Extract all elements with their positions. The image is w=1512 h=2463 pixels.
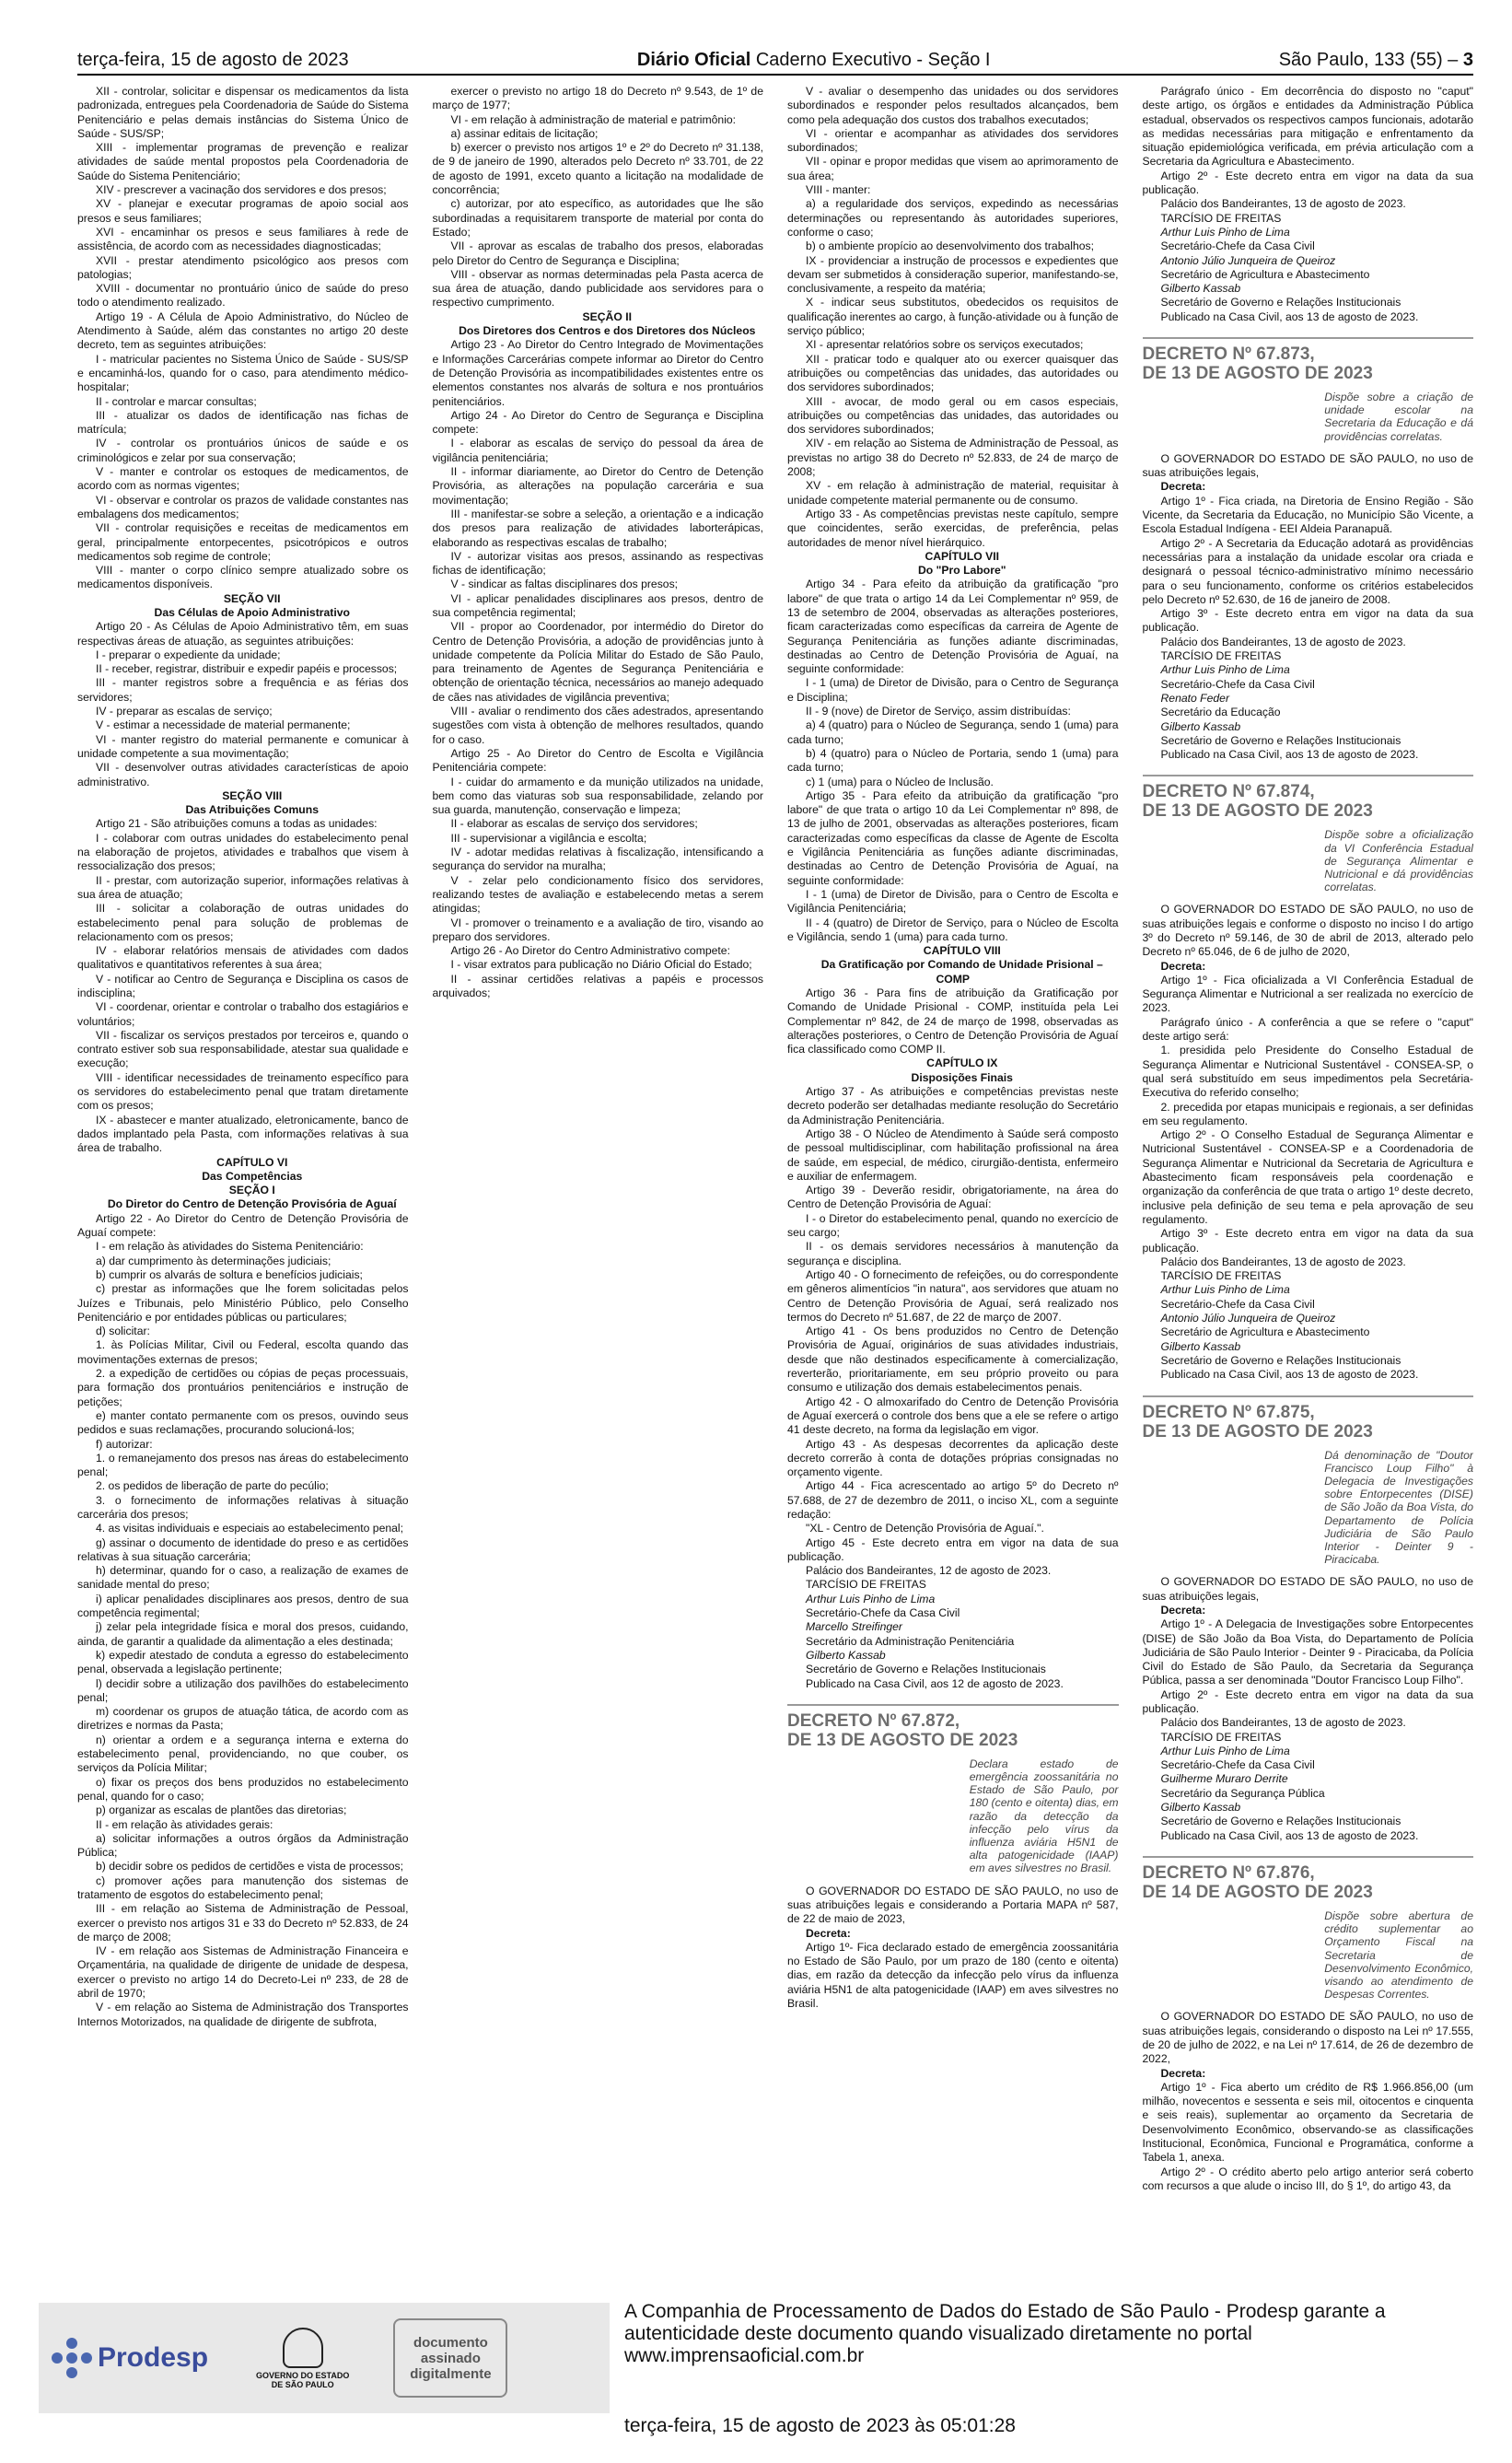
paragraph: f) autorizar: (96, 1437, 153, 1451)
signature-line: Guilherme Muraro Derrite (1160, 1772, 1288, 1786)
paragraph: II - assinar certidões relativas a papéis e processos arquivados; (432, 972, 763, 999)
paragraph: VII - propor ao Coordenador, por intermédio do Diretor do Centro de Detenção Provisória, a adoção de providências junto à unidade competente da Polícia Militar do Estado de São Paulo, para treinamento de Agentes de Segurança Penitenciária e obtenção de orientação técnica, necessários ao manejo adequado de cães nas atividades de vigilância preventiva; (432, 620, 763, 704)
government-label: GOVERNO DO ESTADO DE SÃO PAULO (256, 2370, 350, 2389)
signature-line: Arthur Luis Pinho de Lima (1160, 663, 1290, 677)
paragraph: II - 4 (quatro) de Diretor de Serviço, para o Núcleo de Escolta e Vigilância, sendo 1 (uma) para cada turno. (787, 916, 1119, 943)
decree-paragraph: Artigo 1º - Fica aberto um crédito de R$ 1.966.856,00 (um milhão, novecentos e sessenta e seis mil, oitocentos e cinquenta e seis reais), suplementar ao orçamento da Secretaria de Desenvolvimento Econômico, observando-se as classificações Institucional, Econômica, Funcional e Programática, conforme a Tabela 1, anexa. (1142, 2080, 1473, 2165)
government-logo (256, 2328, 349, 2389)
paragraph: Artigo 45 - Este decreto entra em vigor na data de sua publicação. (787, 1535, 1119, 1563)
paragraph: X - indicar seus substitutos, obedecidos os requisitos de qualificação inerentes ao cargo, à função-atividade ou à função de serviço público; (787, 296, 1119, 338)
paragraph: VI - observar e controlar os prazos de validade constantes nas embalagens dos medicamentos; (77, 493, 409, 520)
paragraph: IV - controlar os prontuários únicos de saúde e os criminológicos e zelar por sua conservação; (77, 437, 409, 464)
paragraph: Artigo 23 - Ao Diretor do Centro Integrado de Movimentações e Informações Carcerárias compete informar ao Diretor do Centro de Detenção Provisória as incompatibilidades existentes entre os elementos constantes nos alvarás de soltura e nos prontuários penitenciários. (432, 338, 763, 408)
signature-line: Secretário de Agricultura e Abastecimento (1160, 1325, 1370, 1339)
paragraph: p) organizar as escalas de plantões das diretorias; (96, 1803, 347, 1817)
paragraph: XV - planejar e executar programas de apoio social aos presos e seus familiares; (77, 197, 409, 225)
signature-line: Palácio dos Bandeirantes, 13 de agosto de 2023. (1160, 197, 1406, 211)
paragraph: c) 1 (uma) para o Núcleo de Inclusão. (806, 775, 994, 788)
signature-line: Secretário-Chefe da Casa Civil (1160, 677, 1315, 691)
signature-line: Gilberto Kassab (806, 1648, 886, 1662)
decree-title: DECRETO Nº 67.876, DE 14 DE AGOSTO DE 2023 (1143, 1856, 1474, 1902)
decree-paragraph: Artigo 1º - Fica oficializada a VI Conferência Estadual de Segurança Alimentar e Nutricional a ser realizada no exercício de 2023. (1142, 973, 1473, 1015)
paragraph: Artigo 19 - A Célula de Apoio Administrativo, do Núcleo de Atendimento à Saúde, além das constantes no artigo 20 deste decreto, tem as seguintes atribuições: (77, 309, 409, 352)
paragraph: 4. as visitas individuais e especiais ao estabelecimento penal; (96, 1522, 403, 1535)
section-heading: SEÇÃO VIII (222, 788, 283, 802)
decree-paragraph: 2. precedida por etapas municipais e regionais, a ser definidas em seu regulamento. (1142, 1100, 1473, 1127)
section-heading: Do Diretor do Centro de Detenção Provisória de Aguaí (107, 1197, 397, 1211)
section-heading: Dos Diretores dos Centros e dos Diretores dos Núcleos (459, 324, 756, 338)
decree-paragraph: O GOVERNADOR DO ESTADO DE SÃO PAULO, no uso de suas atribuições legais e considerando a Portaria MAPA nº 587, de 22 de maio de 2023, (787, 1884, 1119, 1926)
signature-line: Antonio Júlio Junqueira de Queiroz (1160, 1312, 1336, 1325)
paragraph: IX - providenciar a instrução de processos e expedientes que devam ser submetidos à consideração superior, manifestando-se, conclusivamente, a respeito da matéria; (787, 253, 1119, 296)
decree-paragraph: Artigo 1º- Fica declarado estado de emergência zoossanitária no Estado de São Paulo, por um prazo de 180 (cento e oitenta) dias, em razão da detecção da infecção pelo vírus da influenza aviária H5N1 de alta patogenicidade (IAAP) em aves silvestres no Brasil. (787, 1940, 1119, 2011)
authenticity-notice: A Companhia de Processamento de Dados do Estado de São Paulo - Prodesp garante a autenticidade deste documento quando visualizado diretamente no portal www.imprensaoficial.com.br (624, 2301, 1386, 2366)
paragraph: a) solicitar informações a outros órgãos da Administração Pública; (77, 1831, 409, 1860)
decree-paragraph: Artigo 3º - Este decreto entra em vigor na data da sua publicação. (1142, 1227, 1473, 1255)
paragraph: V - manter e controlar os estoques de medicamentos, de acordo com as normas vigentes; (77, 465, 409, 493)
paragraph: d) solicitar: (96, 1325, 150, 1338)
signature-line: Antonio Júlio Junqueira de Queiroz (1160, 253, 1336, 267)
section-heading: Do "Pro Labore" (917, 564, 1006, 578)
signature-line: Publicado na Casa Civil, aos 13 de agosto de 2023. (1160, 309, 1419, 323)
paragraph: Artigo 41 - Os bens produzidos no Centro de Detenção Provisória de Aguaí, originários de suas atividades industriais, desde que não destinados especificamente à comercialização, reverterão, prioritariamente, em seu próprio proveito ou para consumo e utilização dos demais estabelecimentos penais. (787, 1325, 1119, 1395)
paragraph: I - em relação às atividades do Sistema Penitenciário: (96, 1240, 364, 1254)
paragraph: Artigo 34 - Para efeito da atribuição da gratificação "pro labore" de que trata o artigo 14 da Lei Complementar nº 959, de 13 de setembro de 2004, observadas as alterações posteriores, ficam caracterizadas como específicas da carreira de Agente de Segurança Penitenciária as funções adiante discriminadas, destinadas ao Centro de Detenção Provisória de Aguaí, na seguinte conformidade: (787, 578, 1119, 676)
decree-title: DECRETO Nº 67.874, DE 13 DE AGOSTO DE 2023 (1143, 775, 1474, 821)
signature-line: Gilberto Kassab (1160, 1801, 1241, 1815)
decree-paragraph: Artigo 1º - Fica criada, na Diretoria de Ensino Região - São Vicente, da Secretaria da Educação, no Município São Vicente, a Escola Estadual Indígena - EEI Aldeia Paranapuã. (1142, 494, 1473, 536)
signature-line: Palácio dos Bandeirantes, 13 de agosto de 2023. (1160, 1255, 1406, 1268)
paragraph: II - os demais servidores necessários à manutenção da segurança e disciplina. (787, 1240, 1119, 1267)
column-2 (433, 85, 764, 2277)
paragraph: VI - promover o treinamento e a avaliação de tiro, visando ao preparo dos servidores. (432, 916, 763, 943)
decree-paragraph: Artigo 2º - O Conselho Estadual de Segurança Alimentar e Nutricional Sustentável - CONSEA-SP e a Coordenadoria de Segurança Alimentar e Nutricional da Secretaria de Agricultura e Abastecimento ficam responsáveis pela coordenação e organização da conferência de que trata o artigo 1º deste decreto, inclusive pela definição de seu tema e pela aprovação de seu regulamento. (1142, 1128, 1473, 1226)
signature-line: Publicado na Casa Civil, aos 13 de agosto de 2023. (1160, 1828, 1419, 1842)
signature-line: Marcello Streifinger (806, 1620, 902, 1634)
signature-line: Secretário de Governo e Relações Institucionais (1160, 296, 1402, 309)
digital-signature-badge: documento assinado digitalmente (393, 2318, 507, 2398)
paragraph: I - 1 (uma) de Diretor de Divisão, para o Centro de Segurança e Disciplina; (787, 676, 1119, 704)
paragraph: i) aplicar penalidades disciplinares aos presos, dentro de sua competência regimental; (77, 1592, 409, 1620)
paragraph: Artigo 20 - As Células de Apoio Administrativo têm, em suas respectivas áreas de atuação, as seguintes atribuições: (77, 620, 409, 648)
paragraph: Artigo 39 - Deverão residir, obrigatoriamente, na área do Centro de Detenção Provisória de Aguaí: (787, 1184, 1119, 1211)
paragraph: Artigo 33 - As competências previstas neste capítulo, sempre que coincidentes, serão exercidas, de preferência, pelas autoridades de menor nível hierárquico. (787, 507, 1119, 549)
paragraph: II - elaborar as escalas de serviço dos servidores; (450, 817, 698, 831)
section-heading: Da Gratificação por Comando de Unidade Prisional – COMP (820, 958, 1103, 986)
paragraph: I - cuidar do armamento e da munição utilizados na unidade, bem como das viaturas sob sua responsabilidade, zelando por sua guarda, manutenção, conservação e limpeza; (432, 775, 763, 817)
decree-paragraph: Decreta: (1160, 959, 1206, 973)
column-4 (1143, 85, 1474, 2277)
paragraph: V - estimar a necessidade de material permanente; (96, 718, 351, 732)
signature-line: Secretário de Agricultura e Abastecimento (1160, 267, 1370, 281)
paragraph: XVI - encaminhar os presos e seus familiares à rede de assistência, de acordo com as necessidades diagnosticadas; (77, 225, 409, 253)
section-heading: CAPÍTULO VI (216, 1155, 288, 1169)
paragraph: 3. o fornecimento de informações relativas à situação carcerária dos presos; (77, 1493, 409, 1521)
header-title (637, 50, 991, 71)
paragraph: VIII - avaliar o rendimento dos cães adestrados, apresentando sugestões com vista à obtenção de melhores resultados, quando for o caso. (432, 705, 763, 746)
decree-paragraph: 1. presidida pelo Presidente do Conselho Estadual de Segurança Alimentar e Nutricional Sustentável - CONSEA-SP, o qual será substituído em seus impedimentos pela Secretária-Executiva do referido conselho; (1142, 1044, 1473, 1100)
paragraph: XIII - implementar programas de prevenção e realizar atividades de saúde mental propostos pela Coordenadoria de Saúde do Sistema Penitenciário; (77, 141, 409, 182)
paragraph: 1. o remanejamento dos presos nas áreas do estabelecimento penal; (77, 1451, 409, 1479)
paragraph: c) promover ações para manutenção dos sistemas de tratamento de esgotos do estabelecimento penal; (77, 1874, 409, 1901)
column-1 (77, 85, 409, 2277)
paragraph: j) zelar pela integridade física e moral dos presos, cuidando, ainda, de garantir a qualidade da alimentação a eles destinada; (77, 1620, 409, 1648)
paragraph: Artigo 42 - O almoxarifado do Centro de Detenção Provisória de Aguaí exercerá o controle dos bens que a ele se refere o artigo 41 deste decreto, na forma da legislação em vigor. (787, 1395, 1119, 1437)
paragraph: Artigo 43 - As despesas decorrentes da aplicação deste decreto correrão à conta de dotações próprias consignadas no orçamento vigente. (787, 1437, 1119, 1479)
signature-line: TARCÍSIO DE FREITAS (1160, 649, 1282, 663)
signature-line: Secretário da Educação (1160, 706, 1281, 719)
paragraph: VII - fiscalizar os serviços prestados por terceiros e, quando o contrato estiver sob sua responsabilidade, atestar sua qualidade e execução; (77, 1028, 409, 1070)
paragraph: I - preparar o expediente da unidade; (96, 648, 281, 661)
paragraph: V - em relação ao Sistema de Administração dos Transportes Internos Motorizados, na qualidade de dirigente de subfrota, (77, 2001, 409, 2028)
paragraph: III - supervisionar a vigilância e escolta; (450, 831, 647, 845)
paragraph: VI - coordenar, orientar e controlar o trabalho dos estagiários e voluntários; (77, 1000, 409, 1028)
paragraph: a) assinar editais de licitação; (450, 126, 599, 140)
paragraph: VIII - manter: (806, 183, 871, 197)
header-location (1279, 50, 1473, 71)
paragraph: g) assinar o documento de identidade do preso e as certidões relativas à sua situação carcerária; (77, 1535, 409, 1563)
paragraph: k) expedir atestado de conduta a egresso do estabelecimento penal, observada a legislação pertinente; (77, 1648, 409, 1676)
paragraph: exercer o previsto no artigo 18 do Decreto nº 9.543, de 1º de março de 1977; (432, 85, 763, 112)
header-subtitle: Caderno Executivo - Seção I (755, 49, 991, 70)
signature-line: Secretário da Administração Penitenciária (806, 1634, 1015, 1648)
paragraph: a) dar cumprimento às determinações judiciais; (96, 1254, 331, 1267)
paragraph: XI - apresentar relatórios sobre os serviços executados; (806, 338, 1084, 352)
signature-line: Secretário-Chefe da Casa Civil (1160, 1758, 1315, 1772)
signature-line: Publicado na Casa Civil, aos 13 de agosto de 2023. (1160, 1368, 1419, 1382)
paragraph: I - visar extratos para publicação no Diário Oficial do Estado; (450, 958, 752, 972)
paragraph: Artigo 36 - Para fins de atribuição da Gratificação por Comando de Unidade Prisional - COMP, instituída pela Lei Complementar nº 842, de 24 de março de 1998, observadas as alterações posteriores, o Centro de Detenção Provisória de Aguaí fica classificado como COMP II. (787, 986, 1119, 1056)
page-header (77, 46, 1473, 76)
paragraph: IX - abastecer e manter atualizado, eletronicamente, banco de dados implantado pela Pasta, com informações relativas à sua área de trabalho. (77, 1113, 409, 1155)
paragraph: Artigo 37 - As atribuições e competências previstas neste decreto poderão ser detalhadas mediante resolução do Secretário da Administração Penitenciária. (787, 1085, 1119, 1126)
paragraph: I - o Diretor do estabelecimento penal, quando no exercício de seu cargo; (787, 1211, 1119, 1240)
paragraph: Artigo 21 - São atribuições comuns a todas as unidades: (96, 817, 378, 831)
signature-line: Palácio dos Bandeirantes, 13 de agosto de 2023. (1160, 635, 1406, 648)
paragraph: 2. os pedidos de liberação de parte do pecúlio; (96, 1479, 329, 1493)
paragraph: VII - desenvolver outras atividades características de apoio administrativo. (77, 761, 409, 788)
paragraph: II - prestar, com autorização superior, informações relativas à sua área de atuação; (77, 873, 409, 901)
section-heading: CAPÍTULO IX (926, 1056, 998, 1070)
decree-summary: Dá denominação de "Doutor Francisco Loup Filho" à Delegacia de Investigações sobre Entorpecentes (DISE) de São João da Boa Vista, do Departamento de Polícia Judiciária de São Paulo Interior - Deinter 9 - Piracicaba. (1324, 1448, 1473, 1567)
paragraph: XIII - avocar, de modo geral ou em casos especiais, atribuições ou competências das unidades, das autoridades ou dos servidores subordinados; (787, 394, 1119, 437)
signature-line: Arthur Luis Pinho de Lima (1160, 1283, 1290, 1297)
signature-line: Palácio dos Bandeirantes, 13 de agosto de 2023. (1160, 1716, 1406, 1730)
paragraph: Artigo 38 - O Núcleo de Atendimento à Saúde será composto de pessoal multidisciplinar, com habilitação profissional na área de saúde, em especial, de médico, cirurgião-dentista, enfermeiro e auxiliar de enfermagem. (787, 1126, 1119, 1183)
paragraph: Artigo 44 - Fica acrescentado ao artigo 5º do Decreto nº 57.688, de 27 de dezembro de 2011, o inciso XL, com a seguinte redação: (787, 1479, 1119, 1521)
paragraph: XVII - prestar atendimento psicológico aos presos com patologias; (77, 253, 409, 281)
signature-line: Publicado na Casa Civil, aos 13 de agosto de 2023. (1160, 748, 1419, 762)
paragraph: XIV - em relação ao Sistema de Administração de Pessoal, as previstas no artigo 38 do Decreto nº 52.833, de 24 de março de 2008; (787, 437, 1119, 479)
page-footer (39, 2294, 1473, 2459)
paragraph: II - em relação às atividades gerais: (96, 1817, 273, 1831)
signature-line: Secretário-Chefe da Casa Civil (1160, 239, 1315, 253)
section-heading: SEÇÃO VII (223, 591, 281, 605)
paragraph: VIII - observar as normas determinadas pela Pasta acerca de sua área de atuação, dando publicidade aos servidores para o respectivo cumprimento. (432, 267, 763, 309)
paragraph: IV - em relação aos Sistemas de Administração Financeira e Orçamentária, na qualidade de dirigente de unidade de despesa, exercer o previsto no artigo 14 do Decreto-Lei nº 233, de 28 de abril de 1970; (77, 1944, 409, 2001)
paragraph: VII - controlar requisições e receitas de medicamentos em geral, principalmente entorpecentes, psicotrópicos e outros medicamentos sob regime de controle; (77, 521, 409, 563)
paragraph: c) prestar as informações que lhe forem solicitadas pelos Juízes e Tribunais, pelo Ministério Público, pelo Conselho Penitenciário e por entidades públicas ou particulares; (77, 1282, 409, 1324)
paragraph: VII - opinar e propor medidas que visem ao aprimoramento de sua área; (787, 155, 1119, 182)
paragraph: "XL - Centro de Detenção Provisória de Aguaí.". (806, 1522, 1044, 1535)
paragraph: Artigo 24 - Ao Diretor do Centro de Segurança e Disciplina compete: (432, 408, 763, 437)
decree-paragraph: Artigo 2º - A Secretaria da Educação adotará as providências necessárias para a instalação da unidade escolar ora criada e designará o pessoal técnico-administrativo mínimo necessário para o seu funcionamento, conforme os critérios estabelecidos pelo Decreto nº 52.630, de 16 de janeiro de 2008. (1142, 536, 1473, 606)
decree-summary: Dispõe sobre abertura de crédito suplementar ao Orçamento Fiscal na Secretaria de Desenvolvimento Econômico, visando ao atendimento de Despesas Correntes. (1324, 1909, 1473, 2002)
paragraph: a) a regularidade dos serviços, expedindo as necessárias determinações ou representando às autoridades superiores, conforme o caso; (787, 197, 1119, 239)
prodesp-logo-icon (52, 2338, 92, 2378)
paragraph: Artigo 35 - Para efeito da atribuição da gratificação "pro labore" de que trata o artigo 10 da Lei Complementar nº 898, de 13 de julho de 2001, observadas as alterações posteriores, ficam caracterizadas como específicas da classe de Agente de Escolta e Vigilância Penitenciária as funções adiante discriminadas, destinadas ao Centro de Detenção Provisória de Aguaí, na seguinte conformidade: (787, 788, 1119, 887)
paragraph: I - matricular pacientes no Sistema Único de Saúde - SUS/SP e encaminhá-los, quando for o caso, para atendimento médico-hospitalar; (77, 352, 409, 394)
column-3 (787, 85, 1119, 2277)
decree-paragraph: O GOVERNADOR DO ESTADO DE SÃO PAULO, no uso de suas atribuições legais e conforme o disposto no inciso I do artigo 3º do Decreto nº 59.146, de 30 de abril de 2013, alterado pelo Decreto nº 65.046, de 6 de julho de 2020, (1142, 903, 1473, 959)
decree-paragraph: Decreta: (1160, 1603, 1206, 1617)
decree-paragraph: Decreta: (1160, 480, 1206, 494)
signature-line: TARCÍSIO DE FREITAS (1160, 211, 1282, 225)
paragraph: IV - autorizar visitas aos presos, assinando as respectivas fichas de identificação; (432, 549, 763, 578)
paragraph: o) fixar os preços dos bens produzidos no estabelecimento penal, quando for o caso; (77, 1775, 409, 1803)
signature-line: Secretário de Governo e Relações Institucionais (806, 1663, 1046, 1676)
paragraph: XII - praticar todo e qualquer ato ou exercer quaisquer das atribuições ou competências das unidades, das autoridades ou dos servidores subordinados; (787, 352, 1119, 394)
paragraph: VI - aplicar penalidades disciplinares aos presos, dentro de sua competência regimental; (432, 591, 763, 619)
signature-line: Secretário-Chefe da Casa Civil (806, 1606, 960, 1620)
paragraph: III - atualizar os dados de identificação nas fichas de matrícula; (77, 408, 409, 437)
paragraph: IV - preparar as escalas de serviço; (96, 705, 273, 718)
decree-summary: Declara estado de emergência zoossanitária no Estado de São Paulo, por 180 (cento e oitenta) dias, em razão da detecção da infecção pelo vírus da influenza aviária H5N1 de alta patogenicidade (IAAP) em aves silvestres no Brasil. (969, 1757, 1119, 1875)
paragraph: XII - controlar, solicitar e dispensar os medicamentos da lista padronizada, entregues pela Coordenadoria de Saúde do Sistema Penitenciário e pelas demais instâncias do Sistema Único de Saúde - SUS/SP; (77, 85, 409, 140)
paragraph: VI - manter registro do material permanente e comunicar à unidade competente a sua movimentação; (77, 732, 409, 760)
header-issue: São Paulo, 133 (55) – (1278, 49, 1459, 70)
decree-paragraph: Artigo 3º - Este decreto entra em vigor na data da sua publicação. (1142, 607, 1473, 635)
decree-paragraph: Artigo 1º - A Delegacia de Investigações sobre Entorpecentes (DISE) de São João da Boa Vista, do Departamento de Polícia Judiciária de São Paulo Interior - Deinter 9 - Piracicaba, da Polícia Civil do Estado de São Paulo, da Secretaria da Segurança Pública, passa a ser denominada "Doutor Francisco Loup Filho". (1142, 1617, 1473, 1687)
paragraph: l) decidir sobre a utilização dos pavilhões do estabelecimento penal; (77, 1676, 409, 1704)
paragraph: VI - em relação à administração de material e patrimônio: (450, 112, 737, 126)
signature-line: TARCÍSIO DE FREITAS (806, 1578, 926, 1592)
section-heading: Das Células de Apoio Administrativo (154, 605, 350, 619)
paragraph: II - informar diariamente, ao Diretor do Centro de Detenção Provisória, as alterações na população carcerária e sua movimentação; (432, 465, 763, 507)
prodesp-logo-text: Prodesp (98, 2342, 209, 2373)
state-seal-icon (283, 2328, 323, 2368)
signature-line: TARCÍSIO DE FREITAS (1160, 1730, 1282, 1744)
paragraph: III - manter registros sobre a frequência e as férias dos servidores; (77, 676, 409, 704)
section-heading: Das Competências (202, 1169, 303, 1183)
paragraph: XV - em relação à administração de material, requisitar à unidade competente material permanente ou de consumo. (787, 479, 1119, 507)
section-heading: CAPÍTULO VII (925, 549, 1000, 563)
signature-line: TARCÍSIO DE FREITAS (1160, 1269, 1282, 1283)
paragraph: b) cumprir os alvarás de soltura e benefícios judiciais; (96, 1267, 363, 1281)
decree-paragraph: O GOVERNADOR DO ESTADO DE SÃO PAULO, no uso de suas atribuições legais, (1142, 1575, 1473, 1603)
paragraph: II - 9 (nove) de Diretor de Serviço, assim distribuídas: (806, 705, 1071, 718)
paragraph: 1. às Polícias Militar, Civil ou Federal, escolta quando das movimentações externas de presos; (77, 1338, 409, 1366)
header-date: terça-feira, 15 de agosto de 2023 (77, 49, 349, 70)
signature-line: Gilberto Kassab (1160, 719, 1241, 733)
decree-paragraph: O GOVERNADOR DO ESTADO DE SÃO PAULO, no uso de suas atribuições legais, considerando o disposto na Lei nº 17.555, de 20 de julho de 2022, e na Lei nº 17.614, de 26 de dezembro de 2022, (1142, 2010, 1473, 2066)
decree-title: DECRETO Nº 67.872, DE 13 DE AGOSTO DE 2023 (787, 1704, 1119, 1750)
paragraph: VII - aprovar as escalas de trabalho dos presos, elaboradas pelo Diretor do Centro de Segurança e Disciplina; (432, 239, 763, 267)
paragraph: e) manter contato permanente com os presos, ouvindo seus pedidos e suas reclamações, procurando solucioná-los; (77, 1408, 409, 1437)
signature-line: Renato Feder (1160, 691, 1230, 705)
paragraph: b) exercer o previsto nos artigos 1º e 2º do Decreto nº 31.138, de 9 de janeiro de 1990, alterados pelo Decreto nº 33.701, de 22 de agosto de 1991, exceto quanto a licitação na modalidade de concorrência; (432, 141, 763, 197)
decree-summary: Dispõe sobre a oficialização da VI Conferência Estadual de Segurança Alimentar e Nutricional e dá providências correlatas. (1324, 828, 1473, 894)
paragraph: IV - adotar medidas relativas à fiscalização, intensificando a segurança do servidor na muralha; (432, 846, 763, 873)
signature-line: Arthur Luis Pinho de Lima (1160, 1744, 1290, 1757)
decree-title: DECRETO Nº 67.873, DE 13 DE AGOSTO DE 2023 (1143, 337, 1474, 383)
decree-paragraph: Decreta: (1160, 2066, 1206, 2080)
section-heading: Das Atribuições Comuns (185, 803, 319, 817)
paragraph: m) coordenar os grupos de atuação tática, de acordo com as diretrizes e normas da Pasta; (77, 1705, 409, 1733)
decree-paragraph: Parágrafo único - A conferência a que se refere o "caput" deste artigo será: (1142, 1015, 1473, 1044)
signature-line: Secretário de Governo e Relações Institucionais (1160, 733, 1402, 747)
signature-line: Secretário-Chefe da Casa Civil (1160, 1297, 1315, 1311)
section-heading: Disposições Finais (911, 1070, 1013, 1084)
paragraph: III - manifestar-se sobre a seleção, a orientação e a indicação dos presos para realização de atividades laborterápicas, elaborando as respectivas escalas de trabalho; (432, 507, 763, 549)
decree-paragraph: Decreta: (806, 1926, 851, 1940)
header-title-text: Diário Oficial (636, 49, 751, 70)
paragraph: Artigo 22 - Ao Diretor do Centro de Detenção Provisória de Aguaí compete: (77, 1211, 409, 1240)
signature-line: Secretário de Governo e Relações Institucionais (1160, 1353, 1402, 1367)
signature-line: Publicado na Casa Civil, aos 12 de agosto de 2023. (806, 1676, 1064, 1690)
paragraph: h) determinar, quando for o caso, a realização de exames de sanidade mental do preso; (77, 1564, 409, 1592)
paragraph: V - avaliar o desempenho das unidades ou dos servidores subordinados e responder pelos resultados alcançados, bem como pela adequação dos custos dos trabalhos executados; (787, 85, 1119, 126)
signature-line: Arthur Luis Pinho de Lima (1160, 225, 1290, 239)
paragraph: Artigo 2º - Este decreto entra em vigor na data da sua publicação. (1142, 169, 1473, 197)
paragraph: V - notificar ao Centro de Segurança e Disciplina os casos de indisciplina; (77, 972, 409, 999)
paragraph: Artigo 25 - Ao Diretor do Centro de Escolta e Vigilância Penitenciária compete: (432, 746, 763, 775)
decree-summary: Dispõe sobre a criação de unidade escolar na Secretaria da Educação e dá providências correlatas. (1324, 391, 1473, 443)
logo-strip (39, 2303, 610, 2413)
signature-line: Secretário da Segurança Pública (1160, 1786, 1325, 1800)
section-heading: SEÇÃO II (582, 309, 632, 323)
signature-line: Palácio dos Bandeirantes, 12 de agosto de 2023. (806, 1564, 1052, 1578)
paragraph: b) 4 (quatro) para o Núcleo de Portaria, sendo 1 (uma) para cada turno; (787, 746, 1119, 775)
paragraph: I - elaborar as escalas de serviço do pessoal da área de vigilância penitenciária; (432, 437, 763, 464)
signature-line: Gilberto Kassab (1160, 282, 1241, 296)
paragraph: c) autorizar, por ato específico, as autoridades que lhe são subordinadas a requisitarem transporte de material por conta do Estado; (432, 197, 763, 239)
paragraph: II - controlar e marcar consultas; (96, 394, 257, 408)
paragraph: b) o ambiente propício ao desenvolvimento dos trabalhos; (806, 239, 1095, 253)
paragraph: VI - orientar e acompanhar as atividades dos servidores subordinados; (787, 126, 1119, 155)
paragraph: Artigo 26 - Ao Diretor do Centro Administrativo compete: (450, 944, 730, 958)
page-number: 3 (1462, 49, 1473, 70)
section-heading: SEÇÃO I (228, 1184, 275, 1197)
paragraph: XIV - prescrever a vacinação dos servidores e dos presos; (96, 183, 387, 197)
paragraph: VIII - identificar necessidades de treinamento específico para os servidores do estabelecimento penal que tratam diretamente com os presos; (77, 1070, 409, 1113)
paragraph: 2. a expedição de certidões ou cópias de peças processuais, para formação dos prontuários penitenciários e instrução de petições; (77, 1367, 409, 1408)
paragraph: Parágrafo único - Em decorrência do disposto no "caput" deste artigo, os órgãos e entidades da Administração Pública estadual, observados os respectivos campos funcionais, adotarão as medidas necessárias para mitigação e enfrentamento da situação epidemiológica verificada, em prévia articulação com a Secretaria da Agricultura e Abastecimento. (1142, 85, 1473, 169)
paragraph: n) orientar a ordem e a segurança interna e externa do estabelecimento penal, providenciando, no que couber, os serviços da Polícia Militar; (77, 1733, 409, 1775)
paragraph: I - 1 (uma) de Diretor de Divisão, para o Centro de Escolta e Vigilância Penitenciária; (787, 887, 1119, 916)
paragraph: III - solicitar a colaboração de outras unidades do estabelecimento penal para solução de problemas de relacionamento com os presos; (77, 902, 409, 943)
paragraph: V - sindicar as faltas disciplinares dos presos; (450, 578, 679, 591)
paragraph: XVIII - documentar no prontuário único de saúde do preso todo o atendimento realizado. (77, 282, 409, 309)
decree-paragraph: Artigo 2º - O crédito aberto pelo artigo anterior será coberto com recursos a que alude o inciso III, do § 1º, do artigo 43, da (1142, 2165, 1473, 2192)
paragraph: V - zelar pelo condicionamento físico dos servidores, realizando testes de avaliação e estabelecendo metas a serem atingidas; (432, 873, 763, 916)
signature-line: Gilberto Kassab (1160, 1339, 1241, 1353)
publication-timestamp: terça-feira, 15 de agosto de 2023 às 05:01:28 (624, 2415, 1016, 2436)
paragraph: b) decidir sobre os pedidos de certidões e vista de processos; (96, 1860, 403, 1874)
paragraph: I - colaborar com outras unidades do estabelecimento penal na elaboração de projetos, atividades e trabalhos que visem à ressocialização dos presos; (77, 831, 409, 873)
paragraph: II - receber, registrar, distribuir e expedir papéis e processos; (96, 662, 398, 676)
signature-line: Arthur Luis Pinho de Lima (806, 1592, 936, 1605)
section-heading: CAPÍTULO VIII (923, 944, 1001, 958)
paragraph: VIII - manter o corpo clínico sempre atualizado sobre os medicamentos disponíveis. (77, 564, 409, 591)
paragraph: Artigo 40 - O fornecimento de refeições, ou do correspondente em gêneros alimentícios "in natura", aos servidores que atuam no Centro de Detenção Provisória de Aguaí, será realizado nos termos do Decreto nº 51.687, de 22 de março de 2007. (787, 1267, 1119, 1324)
paragraph: III - em relação ao Sistema de Administração de Pessoal, exercer o previsto nos artigos 31 e 33 do Decreto nº 52.833, de 24 de março de 2008; (77, 1902, 409, 1944)
paragraph: IV - elaborar relatórios mensais de atividades com dados qualitativos e quantitativos referentes à sua área; (77, 944, 409, 972)
text-columns (77, 85, 1473, 2277)
signature-line: Secretário de Governo e Relações Institucionais (1160, 1815, 1402, 1828)
decree-paragraph: O GOVERNADOR DO ESTADO DE SÃO PAULO, no uso de suas atribuições legais, (1142, 451, 1473, 480)
decree-title: DECRETO Nº 67.875, DE 13 DE AGOSTO DE 2023 (1143, 1395, 1474, 1442)
decree-paragraph: Artigo 2º - Este decreto entra em vigor na data da sua publicação. (1142, 1687, 1473, 1715)
paragraph: a) 4 (quatro) para o Núcleo de Segurança, sendo 1 (uma) para cada turno; (787, 718, 1119, 746)
